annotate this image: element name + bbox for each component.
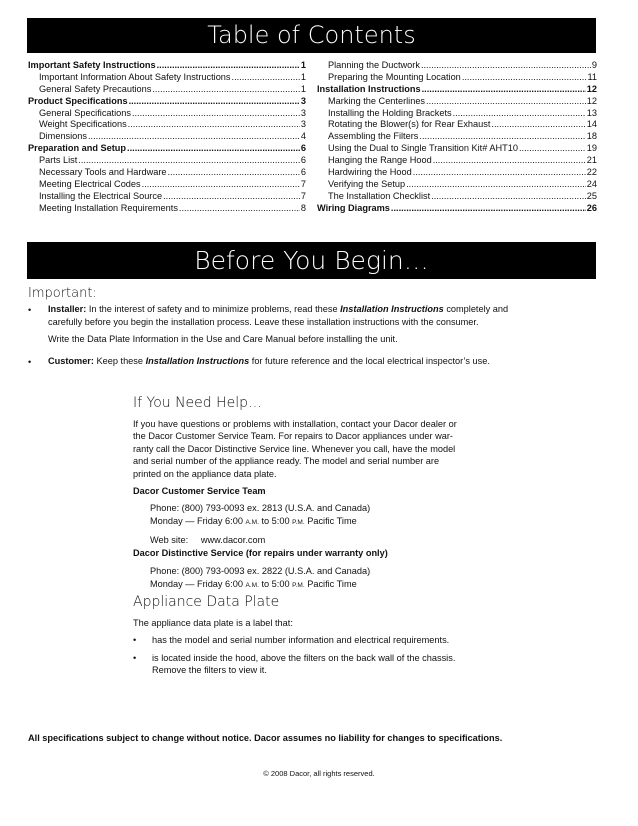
toc-leader-dots bbox=[232, 72, 300, 84]
toc-leader-dots bbox=[421, 60, 591, 72]
toc-entry-page: 7 bbox=[300, 190, 306, 201]
toc-entry-title: Product Specifications bbox=[28, 95, 128, 106]
toc-entry-page: 6 bbox=[300, 143, 306, 154]
toc-entry[interactable] bbox=[317, 191, 597, 203]
toc-entry[interactable] bbox=[317, 96, 597, 108]
toc-entry-page: 18 bbox=[586, 131, 597, 142]
toc-leader-dots bbox=[78, 155, 300, 167]
toc-entry-title: Meeting Installation Requirements bbox=[39, 202, 178, 213]
toc-entry-page: 3 bbox=[300, 119, 306, 130]
customer-text-b: for future reference and the local electrical inspector’s use. bbox=[251, 356, 490, 366]
toc-entry-page: 12 bbox=[586, 83, 597, 94]
toc-entry-title: The Installation Checklist bbox=[328, 190, 431, 201]
toc-leader-dots bbox=[431, 191, 586, 203]
toc-leader-dots bbox=[462, 72, 587, 84]
toc-leader-dots bbox=[179, 203, 300, 215]
toc-entry-title: Marking the Centerlines bbox=[328, 95, 426, 106]
toc-entry[interactable] bbox=[317, 155, 597, 167]
toc-entry-title: Hanging the Range Hood bbox=[328, 155, 432, 166]
toc-entry-page: 1 bbox=[300, 83, 306, 94]
toc-entry-page: 3 bbox=[300, 107, 306, 118]
toc-entry[interactable] bbox=[317, 72, 597, 84]
cs-hours: Monday — Friday 6:00 A.M. to 5:00 P.M. Pacific Time bbox=[150, 515, 357, 526]
toc-entry-page: 1 bbox=[300, 60, 306, 70]
data-plate-heading: Appliance Data Plate bbox=[133, 594, 280, 610]
toc-leader-dots bbox=[519, 143, 586, 155]
toc-entry-title: Hardwiring the Hood bbox=[328, 167, 412, 178]
toc-entry[interactable] bbox=[28, 108, 306, 120]
toc-leader-dots bbox=[391, 203, 586, 215]
toc-entry-page: 14 bbox=[586, 119, 597, 130]
toc-entry-title: Meeting Electrical Codes bbox=[39, 178, 141, 189]
customer-text-a: Keep these bbox=[96, 356, 144, 366]
cs-website-link[interactable]: Web site: www.dacor.com bbox=[150, 535, 266, 545]
toc-leader-dots bbox=[129, 96, 300, 108]
toc-leader-dots bbox=[426, 96, 586, 108]
bullet-glyph: • bbox=[28, 305, 32, 315]
distinctive-service-contact bbox=[150, 565, 370, 592]
toc-leader-dots bbox=[422, 84, 586, 96]
toc-entry-page: 19 bbox=[586, 143, 597, 154]
toc-entry-title: Weight Specifications bbox=[39, 119, 127, 130]
ds-hours: Monday — Friday 6:00 A.M. to 5:00 P.M. Pacific Time bbox=[150, 578, 357, 589]
installer-text-a: In the interest of safety and to minimize problems, read these bbox=[88, 304, 338, 314]
customer-bullet bbox=[48, 355, 490, 368]
toc-entry-title: Preparation and Setup bbox=[28, 143, 127, 154]
before-you-begin-banner: Before You Begin… bbox=[27, 242, 596, 279]
installer-line-2: carefully before you begin the installation process. Leave these installation instructions with the consumer. bbox=[48, 317, 479, 327]
toc-leader-dots bbox=[142, 179, 300, 191]
toc-entry-title: Planning the Ductwork bbox=[328, 60, 420, 70]
toc-left-column bbox=[28, 60, 306, 215]
toc-banner: Table of Contents bbox=[27, 18, 596, 53]
installer-line-3: Write the Data Plate Information in the Use and Care Manual before installing the unit. bbox=[48, 334, 398, 344]
toc-entry[interactable] bbox=[28, 72, 306, 84]
help-paragraph bbox=[133, 418, 513, 480]
toc-entry[interactable] bbox=[28, 60, 306, 72]
toc-entry-page: 13 bbox=[586, 107, 597, 118]
installer-bullet bbox=[48, 303, 608, 316]
toc-entry[interactable] bbox=[28, 84, 306, 96]
data-plate-section bbox=[133, 596, 513, 608]
toc-entry[interactable] bbox=[317, 119, 597, 131]
data-plate-bullet-1: has the model and serial number information and electrical requirements. bbox=[152, 635, 450, 645]
data-plate-bullet-2-cont: Remove the filters to view it. bbox=[152, 665, 267, 675]
toc-entry[interactable] bbox=[28, 131, 306, 143]
toc-entry-title: Parts List bbox=[39, 155, 78, 166]
installer-label: Installer: bbox=[48, 304, 87, 314]
ds-phone: Phone: (800) 793-0093 ex. 2822 (U.S.A. and Canada) bbox=[150, 566, 371, 576]
toc-right-column bbox=[317, 60, 597, 215]
toc-leader-dots bbox=[132, 108, 300, 120]
toc-leader-dots bbox=[128, 119, 300, 131]
help-line: the Dacor Customer Service Team. For repairs to Dacor appliances under war- bbox=[133, 431, 453, 442]
installer-emphasis: Installation Instructions bbox=[340, 304, 444, 314]
toc-entry-title: Important Information About Safety Instructions bbox=[39, 71, 231, 82]
toc-leader-dots bbox=[163, 191, 300, 203]
help-line: ranty call the Dacor Distinctive Service line. Whenever you call, have the model bbox=[133, 443, 456, 454]
toc-entry-title: Installing the Electrical Source bbox=[39, 190, 163, 201]
copyright: © 2008 Dacor, all rights reserved. bbox=[263, 769, 375, 778]
cs-phone: Phone: (800) 793-0093 ex. 2813 (U.S.A. and Canada) bbox=[150, 503, 371, 513]
toc-entry-page: 4 bbox=[300, 131, 306, 142]
toc-entry[interactable] bbox=[28, 143, 306, 155]
toc-leader-dots bbox=[406, 179, 586, 191]
toc-entry-page: 25 bbox=[586, 190, 597, 201]
toc-leader-dots bbox=[491, 119, 585, 131]
toc-entry-title: Necessary Tools and Hardware bbox=[39, 167, 167, 178]
toc-entry-page: 11 bbox=[587, 71, 597, 82]
customer-emphasis: Installation Instructions bbox=[145, 356, 250, 366]
toc-entry-page: 6 bbox=[300, 155, 306, 166]
toc-leader-dots bbox=[152, 84, 300, 96]
toc-entry[interactable] bbox=[317, 179, 597, 191]
installer-text-b: completely and bbox=[446, 304, 509, 314]
specifications-disclaimer: All specifications subject to change without notice. Dacor assumes no liability for changes to specifications. bbox=[28, 733, 503, 743]
toc-entry-title: Using the Dual to Single Transition Kit# AHT10 bbox=[328, 143, 518, 154]
customer-service-heading: Dacor Customer Service Team bbox=[133, 486, 266, 496]
toc-entry-title: General Specifications bbox=[39, 107, 131, 118]
toc-entry-page: 21 bbox=[586, 155, 597, 166]
toc-entry[interactable] bbox=[317, 84, 597, 96]
customer-label: Customer: bbox=[48, 356, 94, 366]
toc-entry-title: Preparing the Mounting Location bbox=[328, 71, 461, 82]
toc-entry-title: Assembling the Filters bbox=[328, 131, 419, 142]
toc-entry-page: 7 bbox=[300, 178, 306, 189]
toc-entry-page: 3 bbox=[300, 95, 306, 106]
toc-entry[interactable] bbox=[28, 155, 306, 167]
toc-entry-page: 6 bbox=[300, 167, 306, 178]
toc-entry[interactable] bbox=[317, 167, 597, 179]
customer-service-contact bbox=[150, 502, 370, 547]
help-line: If you have questions or problems with installation, contact your Dacor dealer or bbox=[133, 419, 457, 429]
toc-entry-page: 8 bbox=[300, 202, 306, 213]
toc-entry-title: Installation Instructions bbox=[317, 83, 421, 94]
toc-entry[interactable] bbox=[28, 119, 306, 131]
toc-entry[interactable] bbox=[317, 143, 597, 155]
data-plate-bullet-2: is located inside the hood, above the filters on the back wall of the chassis. bbox=[152, 653, 456, 663]
toc-entry-page: 22 bbox=[586, 167, 597, 178]
toc-leader-dots bbox=[413, 167, 586, 179]
toc-entry-page: 24 bbox=[586, 178, 597, 189]
toc-leader-dots bbox=[127, 143, 300, 155]
toc-entry[interactable] bbox=[28, 203, 306, 215]
toc-entry-title: Dimensions bbox=[39, 131, 87, 142]
toc-entry-title: Wiring Diagrams bbox=[317, 202, 390, 213]
help-line: and serial number of the appliance ready. The model and serial number are bbox=[133, 456, 440, 467]
toc-entry-title: Installing the Holding Brackets bbox=[328, 107, 452, 118]
toc-entry[interactable] bbox=[28, 167, 306, 179]
toc-entry[interactable] bbox=[28, 191, 306, 203]
toc-entry-title: Verifying the Setup bbox=[328, 178, 406, 189]
toc-leader-dots bbox=[419, 131, 585, 143]
toc-leader-dots bbox=[168, 167, 300, 179]
toc-leader-dots bbox=[433, 155, 586, 167]
data-plate-intro: The appliance data plate is a label that: bbox=[133, 618, 293, 628]
toc-entry[interactable] bbox=[317, 203, 597, 215]
toc-entry-title: Rotating the Blower(s) for Rear Exhaust bbox=[328, 119, 491, 130]
toc-entry-title: General Safety Precautions bbox=[39, 83, 152, 94]
toc-entry[interactable] bbox=[317, 131, 597, 143]
help-line: printed on the appliance data plate. bbox=[133, 468, 277, 479]
bullet-glyph: • bbox=[133, 653, 137, 663]
important-heading: Important: bbox=[28, 286, 97, 301]
help-heading: If You Need Help… bbox=[133, 395, 263, 411]
toc-leader-dots bbox=[157, 60, 300, 72]
toc-entry[interactable] bbox=[28, 96, 306, 108]
toc-entry[interactable] bbox=[317, 60, 597, 72]
toc-entry-page: 12 bbox=[586, 95, 597, 106]
help-section bbox=[133, 397, 513, 409]
toc-entry-page: 26 bbox=[586, 202, 597, 213]
bullet-glyph: • bbox=[28, 357, 32, 367]
distinctive-service-heading: Dacor Distinctive Service (for repairs under warranty only) bbox=[133, 548, 388, 558]
toc-entry-page: 9 bbox=[591, 60, 597, 70]
toc-entry-title: Important Safety Instructions bbox=[28, 60, 156, 70]
toc-entry-page: 1 bbox=[300, 71, 306, 82]
bullet-glyph: • bbox=[133, 635, 137, 645]
toc-leader-dots bbox=[88, 131, 300, 143]
toc-entry[interactable] bbox=[28, 179, 306, 191]
toc-entry[interactable] bbox=[317, 108, 597, 120]
toc-leader-dots bbox=[453, 108, 586, 120]
